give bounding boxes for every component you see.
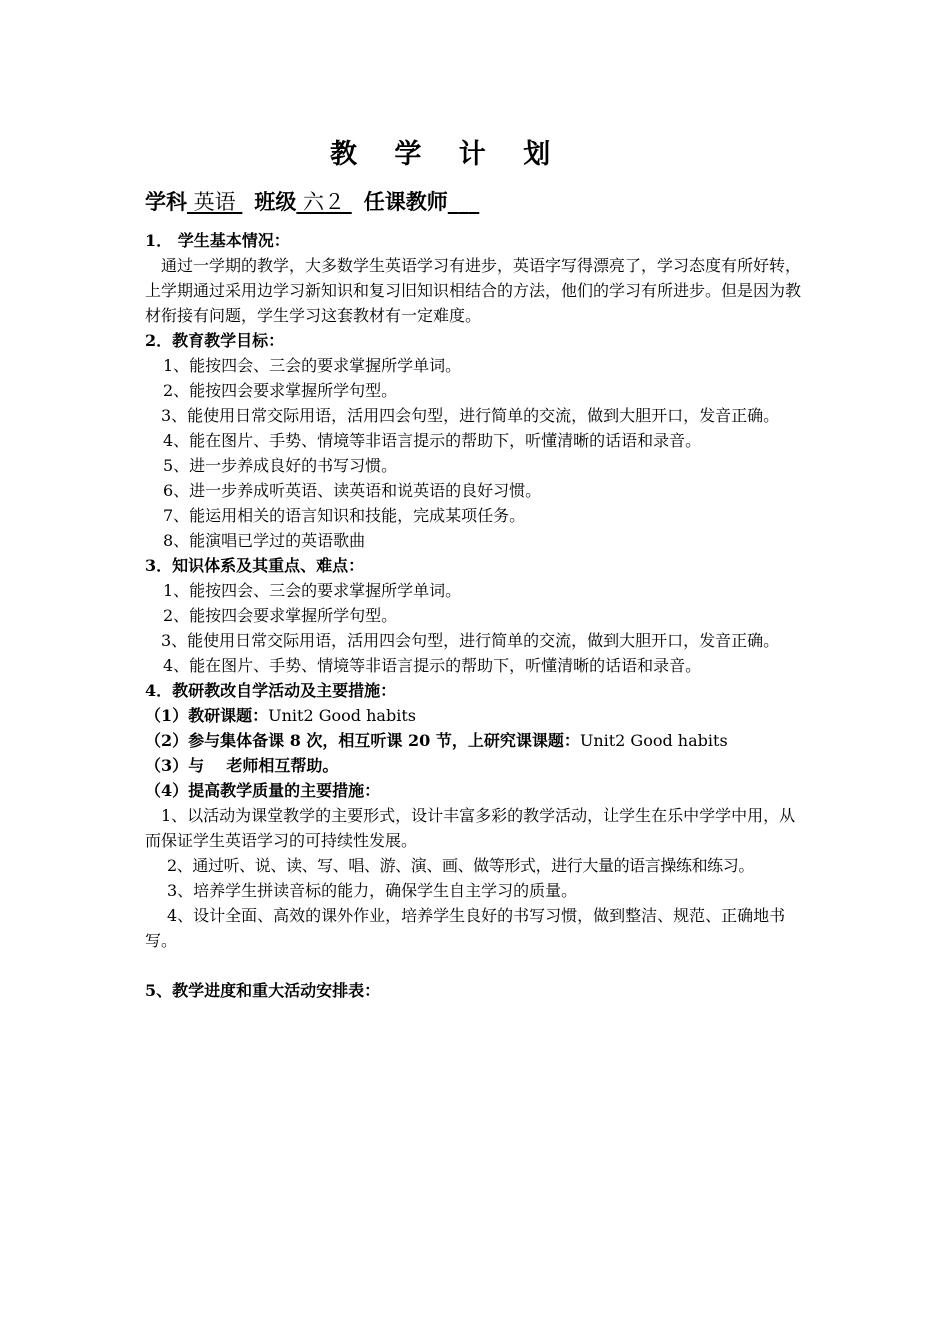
- measure-item: 2、通过听、说、读、写、唱、游、演、画、做等形式，进行大量的语言操练和练习。: [167, 856, 754, 875]
- goal-item: 4、能在图片、手势、情境等非语言提示的帮助下，听懂清晰的话语和录音。: [163, 431, 702, 450]
- class-value: 六２: [296, 190, 352, 214]
- teacher-value: ___: [447, 189, 480, 214]
- mutual-help: （3）与 老师相互帮助。: [145, 756, 339, 775]
- subject-value: 英语: [187, 190, 243, 214]
- students-paragraph: 通过一学期的教学，大多数学生英语学习有进步，英语字写得漂亮了，学习态度有所好转，上学期通过采用边学习新知识和复习旧知识相结合的方法，他们的学习有所进步。但是因为教材衔接有问题，学生学习这套教材有一定难度。: [145, 256, 802, 325]
- measure-item: 4、设计全面、高效的课外作业，培养学生良好的书写习惯，做到整洁、规范、正确地书写。: [145, 906, 786, 950]
- research-topic-value: Unit2 Good habits: [268, 706, 416, 725]
- goal-item: 2、能按四会要求掌握所学句型。: [163, 381, 398, 400]
- section-heading-research: 4．教研教改自学活动及主要措施：: [145, 681, 397, 700]
- knowledge-item: 2、能按四会要求掌握所学句型。: [163, 606, 398, 625]
- subject-label: 学科: [145, 189, 187, 214]
- lesson-prep-label: （2）参与集体备课 8 次，相互听课 20 节，上研究课课题：: [145, 731, 580, 750]
- goal-item: 1、能按四会、三会的要求掌握所学单词。: [163, 356, 462, 375]
- plan-meta-line: [145, 186, 479, 216]
- page-title: 教 学 计 划: [330, 139, 565, 170]
- research-topic: [145, 703, 810, 728]
- goal-item: 6、进一步养成听英语、读英语和说英语的良好习惯。: [163, 481, 542, 500]
- goal-item: 7、能运用相关的语言知识和技能，完成某项任务。: [163, 506, 526, 525]
- measure-item: 1、以活动为课堂教学的主要形式，设计丰富多彩的教学活动，让学生在乐中学学中用，从而保证学生英语学习的可持续性发展。: [145, 806, 796, 850]
- section-heading-goals: 2．教育教学目标：: [145, 331, 285, 350]
- measure-item: 3、培养学生拼读音标的能力，确保学生自主学习的质量。: [167, 881, 578, 900]
- goal-item: 8、能演唱已学过的英语歌曲: [163, 531, 366, 550]
- lesson-prep-value: Unit2 Good habits: [579, 731, 728, 750]
- knowledge-item: 4、能在图片、手势、情境等非语言提示的帮助下，听懂清晰的话语和录音。: [163, 656, 702, 675]
- section-heading-knowledge: 3．知识体系及其重点、难点：: [145, 556, 365, 575]
- lesson-prep: [145, 728, 810, 753]
- document-body: [145, 228, 810, 1003]
- class-label: 班级: [254, 189, 297, 214]
- knowledge-item: 1、能按四会、三会的要求掌握所学单词。: [163, 581, 462, 600]
- goal-item: 5、进一步养成良好的书写习惯。: [163, 456, 398, 475]
- teacher-label: 任课教师: [363, 189, 448, 214]
- goal-item: 3、能使用日常交际用语，活用四会句型，进行简单的交流，做到大胆开口，发音正确。: [161, 406, 780, 425]
- section-heading-schedule: 5、教学进度和重大活动安排表：: [145, 981, 381, 1000]
- section-heading-students: 1． 学生基本情况：: [145, 231, 290, 250]
- knowledge-item: 3、能使用日常交际用语，活用四会句型，进行简单的交流，做到大胆开口，发音正确。: [161, 631, 780, 650]
- research-topic-label: （1）教研课题：: [145, 706, 269, 725]
- quality-measures-heading: （4）提高教学质量的主要措施：: [145, 781, 381, 800]
